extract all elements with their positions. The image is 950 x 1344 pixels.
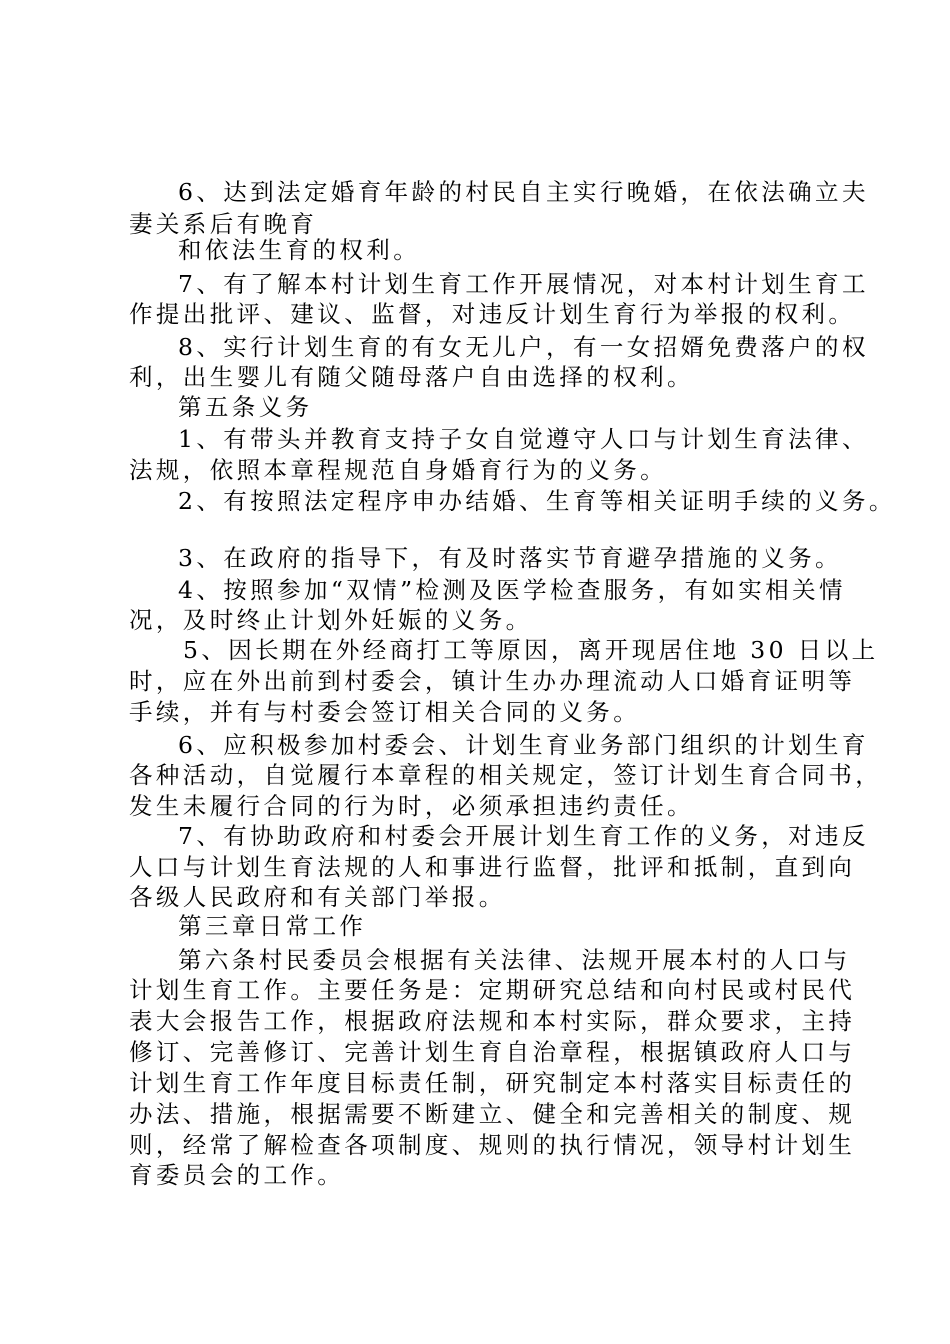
text-line: 5、因长期在外经商打工等原因，离开现居住地 30 日以上 bbox=[183, 636, 879, 664]
text-line: 和依法生育的权利。 bbox=[178, 236, 421, 264]
text-line: 计划生育工作。主要任务是：定期研究总结和向村民或村民代 bbox=[129, 976, 856, 1004]
text-line: 各级人民政府和有关部门举报。 bbox=[129, 883, 506, 911]
text-line: 各种活动，自觉履行本章程的相关规定，签订计划生育合同书， bbox=[129, 761, 883, 789]
section-heading: 第五条义务 bbox=[178, 393, 313, 421]
text-line: 7、有协助政府和村委会开展计划生育工作的义务，对违反 bbox=[178, 822, 869, 850]
text-line: 手续，并有与村委会签订相关合同的义务。 bbox=[129, 698, 641, 726]
text-line: 第六条村民委员会根据有关法律、法规开展本村的人口与 bbox=[178, 946, 851, 974]
text-line: 8、实行计划生育的有女无儿户，有一女招婿免费落户的权 bbox=[178, 333, 869, 361]
text-line: 6、应积极参加村委会、计划生育业务部门组织的计划生育 bbox=[178, 731, 869, 759]
text-line: 7、有了解本村计划生育工作开展情况，对本村计划生育工 bbox=[178, 270, 869, 298]
text-line: 妻关系后有晚育 bbox=[129, 210, 318, 238]
text-line: 1、有带头并教育支持子女自觉遵守人口与计划生育法律、 bbox=[178, 425, 869, 453]
text-line: 人口与计划生育法规的人和事进行监督，批评和抵制，直到向 bbox=[129, 853, 856, 881]
text-line: 4、按照参加“双情”检测及医学检查服务，有如实相关情 bbox=[178, 576, 846, 604]
text-line: 计划生育工作年度目标责任制，研究制定本村落实目标责任的 bbox=[129, 1069, 856, 1097]
text-line: 表大会报告工作，根据政府法规和本村实际，群众要求，主持 bbox=[129, 1007, 856, 1035]
text-line: 时，应在外出前到村委会，镇计生办办理流动人口婚育证明等 bbox=[129, 667, 856, 695]
text-line: 况，及时终止计划外妊娠的义务。 bbox=[129, 606, 533, 634]
text-line: 作提出批评、建议、监督，对违反计划生育行为举报的权利。 bbox=[129, 300, 856, 328]
text-line: 则，经常了解检查各项制度、规则的执行情况，领导村计划生 bbox=[129, 1131, 856, 1159]
text-line: 修订、完善修订、完善计划生育自治章程，根据镇政府人口与 bbox=[129, 1038, 856, 1066]
text-line: 法规，依照本章程规范自身婚育行为的义务。 bbox=[129, 456, 667, 484]
chapter-heading: 第三章日常工作 bbox=[178, 912, 367, 940]
text-line: 利，出生婴儿有随父随母落户自由选择的权利。 bbox=[129, 363, 694, 391]
text-line: 2、有按照法定程序申办结婚、生育等相关证明手续的义务。 bbox=[178, 487, 896, 515]
text-line: 发生未履行合同的行为时，必须承担违约责任。 bbox=[129, 792, 694, 820]
text-line: 办法、措施，根据需要不断建立、健全和完善相关的制度、规 bbox=[129, 1100, 856, 1128]
text-line: 6、达到法定婚育年龄的村民自主实行晚婚，在依法确立夫 bbox=[178, 178, 869, 206]
text-line: 3、在政府的指导下，有及时落实节育避孕措施的义务。 bbox=[178, 544, 842, 572]
text-line: 育委员会的工作。 bbox=[129, 1161, 345, 1189]
